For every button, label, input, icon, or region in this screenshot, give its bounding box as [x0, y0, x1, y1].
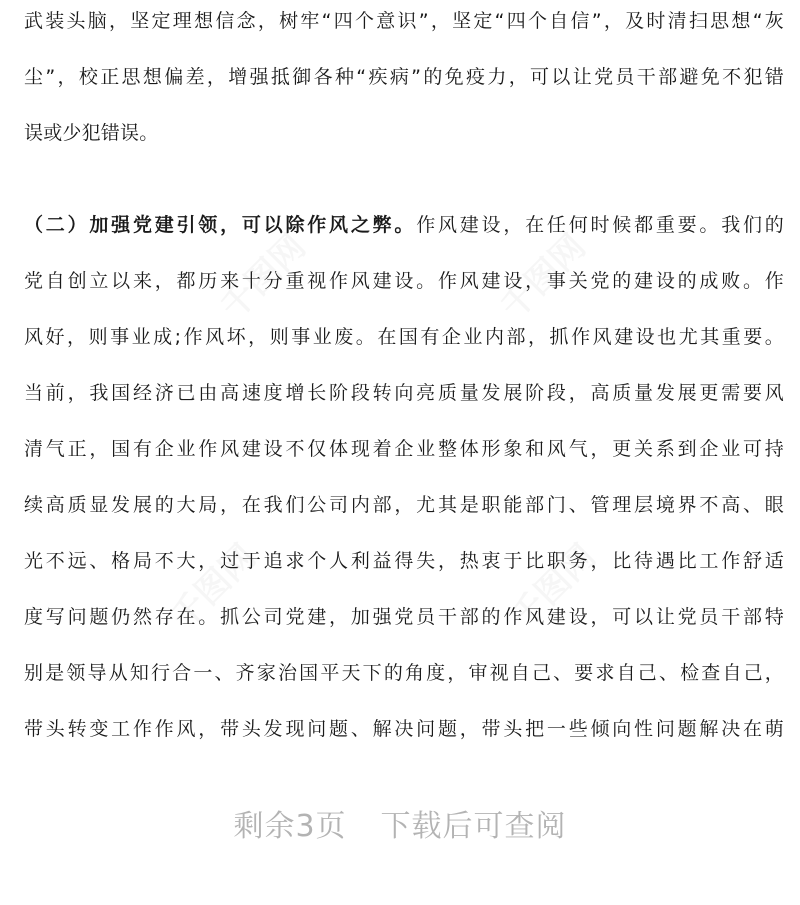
text-line: 光不远、格局不大，过于追求个人利益得失，热衷于比职务，比待遇比工作舒适	[24, 550, 784, 572]
text-line: 清气正，国有企业作风建设不仅体现着企业整体形象和风气，更关系到企业可持	[24, 438, 784, 460]
text-line: 武装头脑，坚定理想信念，树牢“四个意识”，坚定“四个自信”，及时清扫思想“灰	[24, 10, 784, 32]
text-line: 带头转变工作作风，带头发现问题、解决问题，带头把一些倾向性问题解决在萌	[24, 718, 784, 740]
text-line: 尘”，校正思想偏差，增强抵御各种“疾病”的免疫力，可以让党员干部避免不犯错	[24, 66, 784, 88]
text-line	[24, 210, 784, 240]
text-line: 度写问题仍然存在。抓公司党建，加强党员干部的作风建设，可以让党员干部特	[24, 606, 784, 628]
text-line: 误或少犯错误。	[24, 122, 159, 144]
remaining-pages-label: 剩余3页	[233, 809, 347, 844]
download-to-view-label: 下载后可查阅	[380, 809, 567, 844]
remaining-pages-notice[interactable]	[0, 805, 800, 849]
text-line: 别是领导从知行合一、齐家治国平天下的角度，审视自己、要求自己、检查自己，	[24, 662, 784, 684]
text-line: 续高质显发展的大局，在我们公司内部，尤其是职能部门、管理层境界不高、眼	[24, 494, 784, 516]
text-line: 党自创立以来，都历来十分重视作风建设。作风建设，事关党的建设的成败。作	[24, 270, 784, 292]
text-span: 作风建设，在任何时候都重要。我们的	[416, 214, 784, 236]
text-line: 当前，我国经济已由高速度增长阶段转向亮质量发展阶段，高质量发展更需要风	[24, 382, 784, 404]
text-line: 风好，则事业成;作风坏，则事业废。在国有企业内部，抓作风建设也尤其重要。	[24, 326, 784, 348]
section-heading: （二）加强党建引领，可以除作风之弊。	[24, 214, 417, 236]
